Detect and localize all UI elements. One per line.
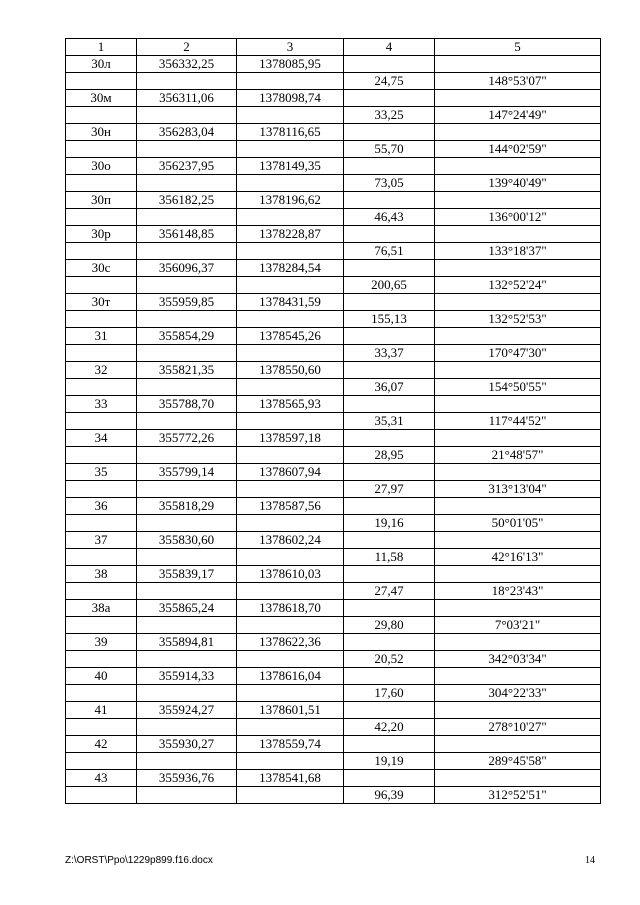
- y-coordinate-cell: 1378559,74: [237, 736, 344, 753]
- distance-cell: [344, 90, 435, 107]
- bearing-cell: 132°52'53": [435, 311, 601, 328]
- footer-file-path: Z:\ORST\Ppo\1229p899.f16.docx: [65, 855, 213, 866]
- x-coordinate-cell: 355818,29: [137, 498, 237, 515]
- bearing-cell: 18°23'43": [435, 583, 601, 600]
- point-number-cell: [66, 685, 137, 702]
- distance-cell: [344, 56, 435, 73]
- table-row: [66, 158, 601, 175]
- table-row: [66, 515, 601, 532]
- y-coordinate-cell: 1378607,94: [237, 464, 344, 481]
- distance-cell: 200,65: [344, 277, 435, 294]
- bearing-cell: [435, 192, 601, 209]
- bearing-cell: 312°52'51": [435, 787, 601, 804]
- y-coordinate-cell: 1378622,36: [237, 634, 344, 651]
- table-row: [66, 719, 601, 736]
- x-coordinate-cell: 355924,27: [137, 702, 237, 719]
- distance-cell: [344, 702, 435, 719]
- table-row: [66, 362, 601, 379]
- bearing-cell: [435, 634, 601, 651]
- y-coordinate-cell: [237, 787, 344, 804]
- bearing-cell: 7°03'21": [435, 617, 601, 634]
- point-number-cell: [66, 413, 137, 430]
- x-coordinate-cell: 355772,26: [137, 430, 237, 447]
- table-row: [66, 617, 601, 634]
- x-coordinate-cell: 355854,29: [137, 328, 237, 345]
- table-row: [66, 175, 601, 192]
- table-row: [66, 209, 601, 226]
- x-coordinate-cell: [137, 787, 237, 804]
- distance-cell: 46,43: [344, 209, 435, 226]
- point-number-cell: [66, 345, 137, 362]
- distance-cell: [344, 328, 435, 345]
- distance-cell: 73,05: [344, 175, 435, 192]
- y-coordinate-cell: [237, 583, 344, 600]
- table-row: [66, 668, 601, 685]
- point-number-cell: 30о: [66, 158, 137, 175]
- header-cell-1: 1: [66, 39, 137, 56]
- distance-cell: 42,20: [344, 719, 435, 736]
- table-body: [66, 56, 601, 804]
- y-coordinate-cell: [237, 685, 344, 702]
- y-coordinate-cell: [237, 651, 344, 668]
- distance-cell: [344, 464, 435, 481]
- table-row: [66, 260, 601, 277]
- bearing-cell: [435, 600, 601, 617]
- x-coordinate-cell: [137, 549, 237, 566]
- x-coordinate-cell: [137, 345, 237, 362]
- bearing-cell: [435, 396, 601, 413]
- x-coordinate-cell: 355830,60: [137, 532, 237, 549]
- distance-cell: [344, 396, 435, 413]
- bearing-cell: 136°00'12": [435, 209, 601, 226]
- header-row: [66, 39, 601, 56]
- y-coordinate-cell: [237, 311, 344, 328]
- point-number-cell: [66, 651, 137, 668]
- table-row: [66, 379, 601, 396]
- y-coordinate-cell: [237, 413, 344, 430]
- distance-cell: [344, 226, 435, 243]
- table-row: [66, 141, 601, 158]
- table-row: [66, 787, 601, 804]
- bearing-cell: [435, 498, 601, 515]
- point-number-cell: [66, 617, 137, 634]
- table-row: [66, 566, 601, 583]
- point-number-cell: 38а: [66, 600, 137, 617]
- table-row: [66, 107, 601, 124]
- x-coordinate-cell: 356148,85: [137, 226, 237, 243]
- bearing-cell: 154°50'55": [435, 379, 601, 396]
- distance-cell: [344, 124, 435, 141]
- table-row: [66, 413, 601, 430]
- bearing-cell: [435, 362, 601, 379]
- point-number-cell: 37: [66, 532, 137, 549]
- table-row: [66, 124, 601, 141]
- point-number-cell: 42: [66, 736, 137, 753]
- coordinates-table: [65, 38, 601, 804]
- table-row: [66, 498, 601, 515]
- bearing-cell: [435, 464, 601, 481]
- bearing-cell: 144°02'59": [435, 141, 601, 158]
- x-coordinate-cell: [137, 277, 237, 294]
- distance-cell: [344, 192, 435, 209]
- point-number-cell: 30т: [66, 294, 137, 311]
- bearing-cell: 278°10'27": [435, 719, 601, 736]
- distance-cell: 76,51: [344, 243, 435, 260]
- y-coordinate-cell: 1378284,54: [237, 260, 344, 277]
- x-coordinate-cell: [137, 209, 237, 226]
- x-coordinate-cell: [137, 719, 237, 736]
- x-coordinate-cell: 355959,85: [137, 294, 237, 311]
- bearing-cell: [435, 294, 601, 311]
- bearing-cell: [435, 56, 601, 73]
- distance-cell: 19,19: [344, 753, 435, 770]
- x-coordinate-cell: [137, 515, 237, 532]
- y-coordinate-cell: [237, 277, 344, 294]
- bearing-cell: [435, 736, 601, 753]
- bearing-cell: [435, 226, 601, 243]
- y-coordinate-cell: 1378597,18: [237, 430, 344, 447]
- table-row: [66, 90, 601, 107]
- point-number-cell: 36: [66, 498, 137, 515]
- x-coordinate-cell: 356283,04: [137, 124, 237, 141]
- distance-cell: [344, 736, 435, 753]
- x-coordinate-cell: 356311,06: [137, 90, 237, 107]
- distance-cell: [344, 532, 435, 549]
- table-row: [66, 396, 601, 413]
- y-coordinate-cell: [237, 243, 344, 260]
- distance-cell: 96,39: [344, 787, 435, 804]
- distance-cell: 11,58: [344, 549, 435, 566]
- header-cell-2: 2: [137, 39, 237, 56]
- x-coordinate-cell: [137, 583, 237, 600]
- bearing-cell: 42°16'13": [435, 549, 601, 566]
- x-coordinate-cell: [137, 413, 237, 430]
- table-row: [66, 243, 601, 260]
- y-coordinate-cell: 1378610,03: [237, 566, 344, 583]
- table-row: [66, 736, 601, 753]
- bearing-cell: 21°48'57": [435, 447, 601, 464]
- y-coordinate-cell: 1378601,51: [237, 702, 344, 719]
- point-number-cell: 43: [66, 770, 137, 787]
- distance-cell: 27,47: [344, 583, 435, 600]
- y-coordinate-cell: 1378116,65: [237, 124, 344, 141]
- bearing-cell: 133°18'37": [435, 243, 601, 260]
- bearing-cell: [435, 668, 601, 685]
- y-coordinate-cell: [237, 549, 344, 566]
- x-coordinate-cell: 355930,27: [137, 736, 237, 753]
- y-coordinate-cell: [237, 719, 344, 736]
- point-number-cell: [66, 209, 137, 226]
- x-coordinate-cell: [137, 73, 237, 90]
- x-coordinate-cell: 355821,35: [137, 362, 237, 379]
- y-coordinate-cell: 1378587,56: [237, 498, 344, 515]
- bearing-cell: [435, 328, 601, 345]
- bearing-cell: 313°13'04": [435, 481, 601, 498]
- distance-cell: [344, 634, 435, 651]
- x-coordinate-cell: 356237,95: [137, 158, 237, 175]
- bearing-cell: [435, 90, 601, 107]
- y-coordinate-cell: [237, 175, 344, 192]
- x-coordinate-cell: [137, 243, 237, 260]
- y-coordinate-cell: 1378085,95: [237, 56, 344, 73]
- point-number-cell: [66, 753, 137, 770]
- table-row: [66, 634, 601, 651]
- x-coordinate-cell: 356182,25: [137, 192, 237, 209]
- bearing-cell: [435, 260, 601, 277]
- point-number-cell: 33: [66, 396, 137, 413]
- point-number-cell: 41: [66, 702, 137, 719]
- table-row: [66, 294, 601, 311]
- point-number-cell: [66, 311, 137, 328]
- table-row: [66, 481, 601, 498]
- bearing-cell: 148°53'07": [435, 73, 601, 90]
- bearing-cell: [435, 158, 601, 175]
- header-cell-4: 4: [344, 39, 435, 56]
- bearing-cell: 139°40'49": [435, 175, 601, 192]
- point-number-cell: 39: [66, 634, 137, 651]
- point-number-cell: 38: [66, 566, 137, 583]
- point-number-cell: 40: [66, 668, 137, 685]
- point-number-cell: 35: [66, 464, 137, 481]
- distance-cell: 27,97: [344, 481, 435, 498]
- distance-cell: 33,37: [344, 345, 435, 362]
- y-coordinate-cell: 1378616,04: [237, 668, 344, 685]
- distance-cell: [344, 600, 435, 617]
- y-coordinate-cell: 1378149,35: [237, 158, 344, 175]
- x-coordinate-cell: 355936,76: [137, 770, 237, 787]
- y-coordinate-cell: 1378618,70: [237, 600, 344, 617]
- point-number-cell: 30н: [66, 124, 137, 141]
- y-coordinate-cell: [237, 379, 344, 396]
- bearing-cell: 50°01'05": [435, 515, 601, 532]
- x-coordinate-cell: [137, 753, 237, 770]
- y-coordinate-cell: [237, 73, 344, 90]
- distance-cell: 36,07: [344, 379, 435, 396]
- table-row: [66, 532, 601, 549]
- table-row: [66, 226, 601, 243]
- bearing-cell: 147°24'49": [435, 107, 601, 124]
- table-row: [66, 192, 601, 209]
- point-number-cell: 30л: [66, 56, 137, 73]
- table-row: [66, 702, 601, 719]
- point-number-cell: 30с: [66, 260, 137, 277]
- distance-cell: 24,75: [344, 73, 435, 90]
- point-number-cell: [66, 175, 137, 192]
- bearing-cell: [435, 770, 601, 787]
- point-number-cell: [66, 73, 137, 90]
- table-row: [66, 549, 601, 566]
- header-cell-5: 5: [435, 39, 601, 56]
- point-number-cell: [66, 481, 137, 498]
- distance-cell: 35,31: [344, 413, 435, 430]
- point-number-cell: [66, 379, 137, 396]
- point-number-cell: [66, 447, 137, 464]
- table-row: [66, 73, 601, 90]
- point-number-cell: [66, 787, 137, 804]
- distance-cell: [344, 260, 435, 277]
- table-row: [66, 345, 601, 362]
- x-coordinate-cell: 355865,24: [137, 600, 237, 617]
- distance-cell: 55,70: [344, 141, 435, 158]
- y-coordinate-cell: [237, 345, 344, 362]
- y-coordinate-cell: 1378545,26: [237, 328, 344, 345]
- x-coordinate-cell: [137, 685, 237, 702]
- point-number-cell: [66, 141, 137, 158]
- y-coordinate-cell: [237, 617, 344, 634]
- bearing-cell: 342°03'34": [435, 651, 601, 668]
- distance-cell: 19,16: [344, 515, 435, 532]
- bearing-cell: 132°52'24": [435, 277, 601, 294]
- point-number-cell: 32: [66, 362, 137, 379]
- table-row: [66, 464, 601, 481]
- table-row: [66, 753, 601, 770]
- point-number-cell: [66, 549, 137, 566]
- distance-cell: [344, 158, 435, 175]
- point-number-cell: [66, 277, 137, 294]
- point-number-cell: 30р: [66, 226, 137, 243]
- table-row: [66, 430, 601, 447]
- distance-cell: 20,52: [344, 651, 435, 668]
- footer-page-number: 14: [585, 855, 595, 866]
- y-coordinate-cell: [237, 753, 344, 770]
- y-coordinate-cell: 1378196,62: [237, 192, 344, 209]
- y-coordinate-cell: [237, 447, 344, 464]
- header-cell-3: 3: [237, 39, 344, 56]
- x-coordinate-cell: 356096,37: [137, 260, 237, 277]
- table-row: [66, 600, 601, 617]
- bearing-cell: [435, 702, 601, 719]
- x-coordinate-cell: [137, 481, 237, 498]
- x-coordinate-cell: 355894,81: [137, 634, 237, 651]
- bearing-cell: [435, 532, 601, 549]
- y-coordinate-cell: [237, 107, 344, 124]
- y-coordinate-cell: 1378550,60: [237, 362, 344, 379]
- x-coordinate-cell: 355788,70: [137, 396, 237, 413]
- y-coordinate-cell: 1378228,87: [237, 226, 344, 243]
- point-number-cell: 30п: [66, 192, 137, 209]
- x-coordinate-cell: [137, 379, 237, 396]
- y-coordinate-cell: 1378098,74: [237, 90, 344, 107]
- table-row: [66, 277, 601, 294]
- bearing-cell: 117°44'52": [435, 413, 601, 430]
- y-coordinate-cell: [237, 481, 344, 498]
- bearing-cell: [435, 430, 601, 447]
- x-coordinate-cell: [137, 311, 237, 328]
- x-coordinate-cell: [137, 141, 237, 158]
- distance-cell: 155,13: [344, 311, 435, 328]
- distance-cell: [344, 294, 435, 311]
- y-coordinate-cell: 1378541,68: [237, 770, 344, 787]
- x-coordinate-cell: [137, 107, 237, 124]
- distance-cell: 28,95: [344, 447, 435, 464]
- x-coordinate-cell: [137, 651, 237, 668]
- distance-cell: 29,80: [344, 617, 435, 634]
- table-row: [66, 328, 601, 345]
- table-row: [66, 685, 601, 702]
- distance-cell: [344, 566, 435, 583]
- distance-cell: [344, 430, 435, 447]
- x-coordinate-cell: [137, 617, 237, 634]
- distance-cell: [344, 362, 435, 379]
- x-coordinate-cell: [137, 447, 237, 464]
- table-row: [66, 56, 601, 73]
- x-coordinate-cell: 355914,33: [137, 668, 237, 685]
- x-coordinate-cell: 356332,25: [137, 56, 237, 73]
- point-number-cell: [66, 719, 137, 736]
- distance-cell: [344, 770, 435, 787]
- distance-cell: [344, 498, 435, 515]
- bearing-cell: 304°22'33": [435, 685, 601, 702]
- point-number-cell: 30м: [66, 90, 137, 107]
- x-coordinate-cell: [137, 175, 237, 192]
- point-number-cell: 31: [66, 328, 137, 345]
- y-coordinate-cell: [237, 141, 344, 158]
- x-coordinate-cell: 355839,17: [137, 566, 237, 583]
- y-coordinate-cell: 1378565,93: [237, 396, 344, 413]
- bearing-cell: [435, 124, 601, 141]
- y-coordinate-cell: [237, 209, 344, 226]
- point-number-cell: 34: [66, 430, 137, 447]
- distance-cell: [344, 668, 435, 685]
- x-coordinate-cell: 355799,14: [137, 464, 237, 481]
- bearing-cell: [435, 566, 601, 583]
- table-row: [66, 770, 601, 787]
- table-row: [66, 447, 601, 464]
- point-number-cell: [66, 243, 137, 260]
- bearing-cell: 289°45'58": [435, 753, 601, 770]
- point-number-cell: [66, 107, 137, 124]
- table-row: [66, 651, 601, 668]
- y-coordinate-cell: [237, 515, 344, 532]
- table-row: [66, 311, 601, 328]
- y-coordinate-cell: 1378431,59: [237, 294, 344, 311]
- table-row: [66, 583, 601, 600]
- point-number-cell: [66, 583, 137, 600]
- bearing-cell: 170°47'30": [435, 345, 601, 362]
- y-coordinate-cell: 1378602,24: [237, 532, 344, 549]
- point-number-cell: [66, 515, 137, 532]
- distance-cell: 17,60: [344, 685, 435, 702]
- distance-cell: 33,25: [344, 107, 435, 124]
